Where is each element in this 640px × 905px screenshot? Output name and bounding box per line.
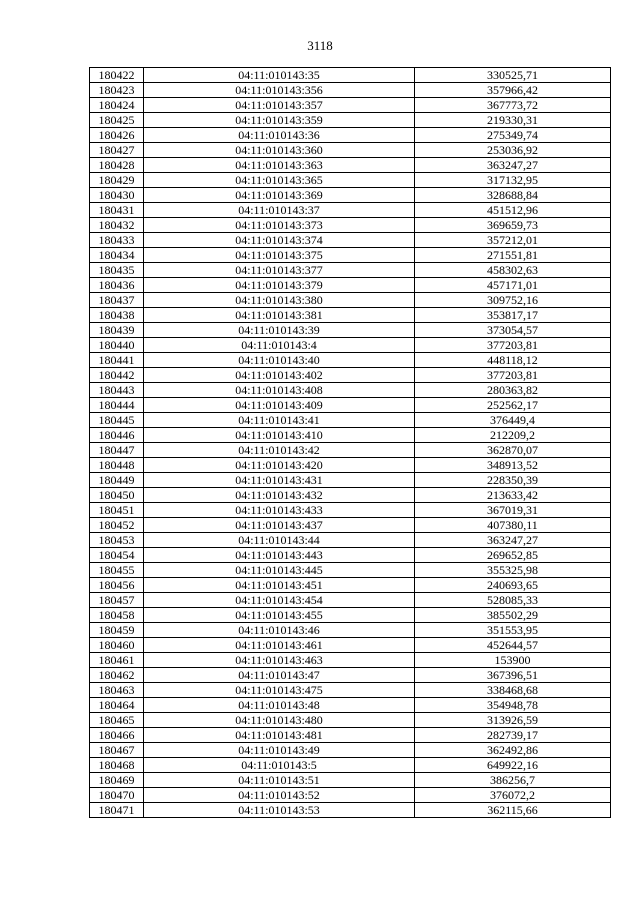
value-cell: 271551,81 <box>415 248 611 263</box>
table-row <box>90 203 611 218</box>
cadastral-number-cell: 04:11:010143:437 <box>144 518 415 533</box>
row-number-cell: 180434 <box>90 248 144 263</box>
cadastral-number-cell: 04:11:010143:409 <box>144 398 415 413</box>
row-number-cell: 180422 <box>90 68 144 83</box>
cadastral-number-cell: 04:11:010143:37 <box>144 203 415 218</box>
table-row <box>90 458 611 473</box>
row-number-cell: 180453 <box>90 533 144 548</box>
cadastral-number-cell: 04:11:010143:51 <box>144 773 415 788</box>
table-row <box>90 428 611 443</box>
cadastral-number-cell: 04:11:010143:49 <box>144 743 415 758</box>
value-cell: 330525,71 <box>415 68 611 83</box>
row-number-cell: 180448 <box>90 458 144 473</box>
cadastral-number-cell: 04:11:010143:39 <box>144 323 415 338</box>
value-cell: 363247,27 <box>415 533 611 548</box>
row-number-cell: 180426 <box>90 128 144 143</box>
cadastral-number-cell: 04:11:010143:357 <box>144 98 415 113</box>
cadastral-number-cell: 04:11:010143:47 <box>144 668 415 683</box>
value-cell: 317132,95 <box>415 173 611 188</box>
value-cell: 338468,68 <box>415 683 611 698</box>
row-number-cell: 180456 <box>90 578 144 593</box>
row-number-cell: 180457 <box>90 593 144 608</box>
value-cell: 357966,42 <box>415 83 611 98</box>
table-row <box>90 113 611 128</box>
table-row <box>90 758 611 773</box>
cadastral-number-cell: 04:11:010143:481 <box>144 728 415 743</box>
table-row <box>90 473 611 488</box>
value-cell: 275349,74 <box>415 128 611 143</box>
table-row <box>90 623 611 638</box>
cadastral-number-cell: 04:11:010143:443 <box>144 548 415 563</box>
cadastral-number-cell: 04:11:010143:36 <box>144 128 415 143</box>
row-number-cell: 180429 <box>90 173 144 188</box>
value-cell: 253036,92 <box>415 143 611 158</box>
value-cell: 252562,17 <box>415 398 611 413</box>
table-row <box>90 488 611 503</box>
row-number-cell: 180460 <box>90 638 144 653</box>
value-cell: 313926,59 <box>415 713 611 728</box>
table-row <box>90 518 611 533</box>
cadastral-number-cell: 04:11:010143:373 <box>144 218 415 233</box>
row-number-cell: 180430 <box>90 188 144 203</box>
value-cell: 451512,96 <box>415 203 611 218</box>
cadastral-number-cell: 04:11:010143:53 <box>144 803 415 818</box>
table-row <box>90 83 611 98</box>
row-number-cell: 180471 <box>90 803 144 818</box>
cadastral-number-cell: 04:11:010143:46 <box>144 623 415 638</box>
table-row <box>90 233 611 248</box>
cadastral-number-cell: 04:11:010143:408 <box>144 383 415 398</box>
row-number-cell: 180425 <box>90 113 144 128</box>
table-row <box>90 668 611 683</box>
table-row <box>90 128 611 143</box>
value-cell: 328688,84 <box>415 188 611 203</box>
value-cell: 385502,29 <box>415 608 611 623</box>
table-row <box>90 368 611 383</box>
table-row <box>90 173 611 188</box>
cadastral-number-cell: 04:11:010143:432 <box>144 488 415 503</box>
row-number-cell: 180461 <box>90 653 144 668</box>
row-number-cell: 180468 <box>90 758 144 773</box>
value-cell: 407380,11 <box>415 518 611 533</box>
table-row <box>90 743 611 758</box>
table-row <box>90 323 611 338</box>
cadastral-number-cell: 04:11:010143:5 <box>144 758 415 773</box>
row-number-cell: 180432 <box>90 218 144 233</box>
row-number-cell: 180470 <box>90 788 144 803</box>
cadastral-number-cell: 04:11:010143:44 <box>144 533 415 548</box>
cadastral-number-cell: 04:11:010143:4 <box>144 338 415 353</box>
value-cell: 282739,17 <box>415 728 611 743</box>
row-number-cell: 180449 <box>90 473 144 488</box>
cadastral-number-cell: 04:11:010143:380 <box>144 293 415 308</box>
table-row <box>90 503 611 518</box>
table-row <box>90 278 611 293</box>
value-cell: 458302,63 <box>415 263 611 278</box>
row-number-cell: 180438 <box>90 308 144 323</box>
cadastral-number-cell: 04:11:010143:369 <box>144 188 415 203</box>
table-row <box>90 773 611 788</box>
registry-table-body <box>90 68 611 818</box>
cadastral-number-cell: 04:11:010143:374 <box>144 233 415 248</box>
cadastral-number-cell: 04:11:010143:455 <box>144 608 415 623</box>
value-cell: 219330,31 <box>415 113 611 128</box>
value-cell: 309752,16 <box>415 293 611 308</box>
row-number-cell: 180462 <box>90 668 144 683</box>
table-row <box>90 443 611 458</box>
value-cell: 377203,81 <box>415 368 611 383</box>
table-row <box>90 698 611 713</box>
table-row <box>90 218 611 233</box>
table-row <box>90 338 611 353</box>
table-row <box>90 803 611 818</box>
row-number-cell: 180451 <box>90 503 144 518</box>
value-cell: 373054,57 <box>415 323 611 338</box>
table-row <box>90 158 611 173</box>
row-number-cell: 180435 <box>90 263 144 278</box>
row-number-cell: 180443 <box>90 383 144 398</box>
row-number-cell: 180467 <box>90 743 144 758</box>
cadastral-number-cell: 04:11:010143:475 <box>144 683 415 698</box>
value-cell: 351553,95 <box>415 623 611 638</box>
value-cell: 362492,86 <box>415 743 611 758</box>
row-number-cell: 180444 <box>90 398 144 413</box>
row-number-cell: 180452 <box>90 518 144 533</box>
value-cell: 348913,52 <box>415 458 611 473</box>
table-row <box>90 188 611 203</box>
row-number-cell: 180428 <box>90 158 144 173</box>
table-row <box>90 593 611 608</box>
table-row <box>90 683 611 698</box>
value-cell: 367019,31 <box>415 503 611 518</box>
cadastral-number-cell: 04:11:010143:377 <box>144 263 415 278</box>
value-cell: 153900 <box>415 653 611 668</box>
table-row <box>90 413 611 428</box>
cadastral-number-cell: 04:11:010143:381 <box>144 308 415 323</box>
row-number-cell: 180424 <box>90 98 144 113</box>
cadastral-number-cell: 04:11:010143:359 <box>144 113 415 128</box>
cadastral-number-cell: 04:11:010143:40 <box>144 353 415 368</box>
row-number-cell: 180465 <box>90 713 144 728</box>
value-cell: 452644,57 <box>415 638 611 653</box>
table-row <box>90 608 611 623</box>
cadastral-number-cell: 04:11:010143:402 <box>144 368 415 383</box>
row-number-cell: 180446 <box>90 428 144 443</box>
table-row <box>90 68 611 83</box>
cadastral-number-cell: 04:11:010143:41 <box>144 413 415 428</box>
row-number-cell: 180442 <box>90 368 144 383</box>
table-row <box>90 563 611 578</box>
cadastral-number-cell: 04:11:010143:365 <box>144 173 415 188</box>
value-cell: 376449,4 <box>415 413 611 428</box>
row-number-cell: 180445 <box>90 413 144 428</box>
cadastral-number-cell: 04:11:010143:35 <box>144 68 415 83</box>
value-cell: 369659,73 <box>415 218 611 233</box>
value-cell: 354948,78 <box>415 698 611 713</box>
row-number-cell: 180437 <box>90 293 144 308</box>
row-number-cell: 180431 <box>90 203 144 218</box>
value-cell: 213633,42 <box>415 488 611 503</box>
row-number-cell: 180469 <box>90 773 144 788</box>
value-cell: 240693,65 <box>415 578 611 593</box>
value-cell: 649922,16 <box>415 758 611 773</box>
table-row <box>90 728 611 743</box>
table-row <box>90 713 611 728</box>
value-cell: 362115,66 <box>415 803 611 818</box>
cadastral-number-cell: 04:11:010143:410 <box>144 428 415 443</box>
value-cell: 377203,81 <box>415 338 611 353</box>
value-cell: 386256,7 <box>415 773 611 788</box>
value-cell: 457171,01 <box>415 278 611 293</box>
row-number-cell: 180441 <box>90 353 144 368</box>
row-number-cell: 180455 <box>90 563 144 578</box>
cadastral-number-cell: 04:11:010143:48 <box>144 698 415 713</box>
row-number-cell: 180454 <box>90 548 144 563</box>
value-cell: 228350,39 <box>415 473 611 488</box>
table-row <box>90 248 611 263</box>
value-cell: 353817,17 <box>415 308 611 323</box>
cadastral-number-cell: 04:11:010143:433 <box>144 503 415 518</box>
row-number-cell: 180466 <box>90 728 144 743</box>
value-cell: 448118,12 <box>415 353 611 368</box>
table-row <box>90 263 611 278</box>
table-row <box>90 143 611 158</box>
cadastral-number-cell: 04:11:010143:52 <box>144 788 415 803</box>
cadastral-number-cell: 04:11:010143:360 <box>144 143 415 158</box>
cadastral-number-cell: 04:11:010143:375 <box>144 248 415 263</box>
row-number-cell: 180464 <box>90 698 144 713</box>
table-row <box>90 383 611 398</box>
value-cell: 528085,33 <box>415 593 611 608</box>
cadastral-number-cell: 04:11:010143:463 <box>144 653 415 668</box>
row-number-cell: 180439 <box>90 323 144 338</box>
row-number-cell: 180459 <box>90 623 144 638</box>
value-cell: 280363,82 <box>415 383 611 398</box>
row-number-cell: 180423 <box>90 83 144 98</box>
cadastral-number-cell: 04:11:010143:480 <box>144 713 415 728</box>
cadastral-number-cell: 04:11:010143:445 <box>144 563 415 578</box>
value-cell: 363247,27 <box>415 158 611 173</box>
row-number-cell: 180427 <box>90 143 144 158</box>
value-cell: 355325,98 <box>415 563 611 578</box>
table-row <box>90 653 611 668</box>
table-row <box>90 638 611 653</box>
cadastral-number-cell: 04:11:010143:356 <box>144 83 415 98</box>
row-number-cell: 180436 <box>90 278 144 293</box>
value-cell: 212209,2 <box>415 428 611 443</box>
row-number-cell: 180433 <box>90 233 144 248</box>
table-row <box>90 578 611 593</box>
cadastral-number-cell: 04:11:010143:431 <box>144 473 415 488</box>
page-number: 3118 <box>307 38 333 53</box>
registry-table <box>89 67 611 818</box>
cadastral-number-cell: 04:11:010143:461 <box>144 638 415 653</box>
row-number-cell: 180458 <box>90 608 144 623</box>
value-cell: 367773,72 <box>415 98 611 113</box>
row-number-cell: 180463 <box>90 683 144 698</box>
row-number-cell: 180447 <box>90 443 144 458</box>
cadastral-number-cell: 04:11:010143:363 <box>144 158 415 173</box>
cadastral-number-cell: 04:11:010143:454 <box>144 593 415 608</box>
table-row <box>90 788 611 803</box>
table-row <box>90 533 611 548</box>
value-cell: 367396,51 <box>415 668 611 683</box>
value-cell: 269652,85 <box>415 548 611 563</box>
row-number-cell: 180450 <box>90 488 144 503</box>
table-row <box>90 98 611 113</box>
value-cell: 376072,2 <box>415 788 611 803</box>
row-number-cell: 180440 <box>90 338 144 353</box>
cadastral-number-cell: 04:11:010143:451 <box>144 578 415 593</box>
table-row <box>90 398 611 413</box>
value-cell: 357212,01 <box>415 233 611 248</box>
table-row <box>90 353 611 368</box>
cadastral-number-cell: 04:11:010143:420 <box>144 458 415 473</box>
table-row <box>90 548 611 563</box>
cadastral-number-cell: 04:11:010143:42 <box>144 443 415 458</box>
table-row <box>90 308 611 323</box>
table-row <box>90 293 611 308</box>
cadastral-number-cell: 04:11:010143:379 <box>144 278 415 293</box>
value-cell: 362870,07 <box>415 443 611 458</box>
